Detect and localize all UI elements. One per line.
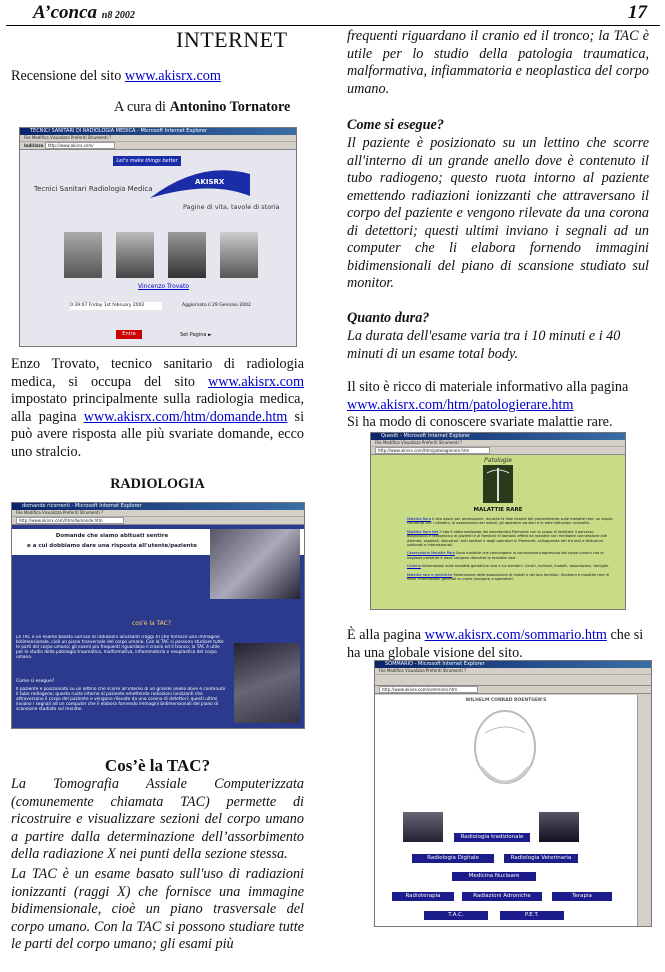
text-span: Si ha modo di conoscere svariate malattie rare. [347, 414, 613, 430]
page-body [12, 525, 304, 728]
address-field[interactable]: http://www.akisrx.com/ [45, 142, 115, 149]
portrait-photo [220, 232, 258, 278]
text-span: Enzo Trovato, tecnico sanitario di radiologia medica, si occupa del sito [11, 356, 304, 390]
page-number: 17 [628, 2, 647, 23]
portrait-photo [116, 232, 154, 278]
button-pet[interactable]: P.E.T. [499, 910, 565, 921]
review-prefix: Recensione del sito [11, 68, 125, 84]
issue-number: n8 2002 [101, 10, 135, 21]
portrait-photo [64, 232, 102, 278]
sommario-paragraph [347, 627, 652, 662]
text-span: si può avere risposta alle più svariate domande, ecco uno stralcio. [11, 408, 305, 460]
ct-scanner-photo [210, 529, 300, 599]
quanto-heading: Quanto dura? [347, 310, 430, 326]
item-text: Informazioni sulle malattie genetiche rare e sui bambini. Centri, indirizzi, modelli, associazioni, famiglie. [421, 564, 610, 569]
list-item [407, 530, 615, 548]
answer-text-2: Il paziente è posizionato su un lettino che scorre all'interno di un grande anello dove è contenuto il tubo radiogeno; questo ruota intorno al paziente emettendo radiazioni ionizzanti che attraversano il corpo del paziente e vengono rilevate da una corona di detettori; questi ultimi inviano i segnali ad un computer che li elabora fornendo immagini bidimensionali del piano di scansione studiato sul monitor. [16, 687, 226, 712]
author-prefix: A cura di [114, 99, 170, 115]
enter-button[interactable]: Entra [116, 330, 142, 339]
text-span: È alla pagina [347, 627, 425, 643]
list-item [407, 573, 615, 582]
window-titlebar: TECNICI SANITARI DI RADIOLOGIA MEDICA - Microsoft Internet Explorer [20, 128, 296, 135]
tac-heading: Cos’è la TAC? [104, 756, 211, 775]
patologierare-link[interactable]: www.akisrx.com/htm/patologierare.htm [347, 396, 574, 413]
screenshot-domande [11, 502, 305, 729]
item-link[interactable]: Osservatorio Malattie Rare [407, 551, 455, 556]
section-title: INTERNET [176, 27, 288, 52]
screenshot-akisrx-home [19, 127, 297, 347]
window-titlebar: SOMMARIO - Microsoft Internet Explorer [375, 661, 651, 668]
come-paragraph: Il paziente è posizionato su un lettino che scorre all'interno di un grande anello dove è contenuto il tubo radiogeno; questo ruota intorno al paziente emettendo radiazioni ionizzanti che attraversano il corpo del paziente e vengono rilevate da una corona di detettori; questi ultimi inviano i segnali ad un computer che li elabora fornendo immagini bidimensionali del piano di scansione studiato sul monitor. [347, 135, 649, 291]
site-name: Tecnici Sanitari Radiologia Medica [34, 185, 153, 193]
counter: 0:39:07 Friday 1st february 2002 [70, 302, 162, 310]
button-radiologia-veterinaria[interactable]: Radiologia Veterinaria [503, 853, 579, 864]
menu-bar: File Modifica Visualizza Preferiti Strumenti ? [371, 440, 625, 447]
button-tac[interactable]: T.A.C. [423, 910, 489, 921]
address-bar [12, 517, 304, 525]
page-body [375, 695, 637, 926]
review-intro [11, 68, 311, 86]
disease-list [407, 517, 615, 585]
item-link[interactable]: Uniamo [407, 564, 421, 569]
radiologia-heading: RADIOLOGIA [110, 476, 205, 492]
question-title-2: Come si esegue? [16, 679, 55, 684]
roentgen-name: WILHELM CONRAD ROENTGEN'S [465, 698, 547, 703]
screenshot-sommario [374, 660, 652, 927]
roentgen-portrait-icon [445, 707, 565, 795]
site-link[interactable]: www.akisrx.com [124, 68, 221, 84]
address-field[interactable]: http://www.akisrx.com/htm/domande.htm [16, 517, 124, 524]
window-titlebar: Quesiti - Microsoft Internet Explorer [371, 433, 625, 440]
page-subtitle: MALATTIE RARE [473, 507, 523, 513]
come-heading: Come si esegue? [347, 117, 444, 133]
sommario-link[interactable]: www.akisrx.com/sommario.htm [424, 627, 607, 643]
akisrx-link[interactable]: www.akisrx.com [207, 373, 304, 390]
item-link[interactable]: Malattia Rara [407, 517, 431, 521]
menu-bar: File Modifica Visualizza Preferiti Strumenti ? [20, 135, 296, 142]
list-item [407, 551, 615, 560]
list-item [407, 564, 615, 568]
equipment-photo [403, 812, 443, 842]
toolbar [375, 675, 651, 686]
button-radiologia-tradizionale[interactable]: Radiologia tradizionale [453, 832, 531, 843]
scrollbar[interactable] [637, 695, 651, 926]
text-span: impostato principalmente sulla radiologia medica, alla pagina [11, 391, 304, 425]
header-rule [6, 25, 660, 26]
item-link[interactable]: Malattie Rare Net [407, 529, 439, 534]
address-label: Indirizzo [24, 143, 44, 148]
item-text: Il sito è stato realizzato dal volontariato Piemonte con lo scopo di facilitare il percorso diagnostico e terapeutico ai pazienti e ai familiari di bambini affetti da malattie non mediante connessione alle Aziende, ospedali, laboratori, enti sanitari e dagli operatori in Piemonte, sviluppando reti tra enti e Istituzioni nazionali e internazionali. [407, 529, 607, 548]
magazine-name: A’conca [33, 2, 98, 23]
author-line [114, 99, 314, 117]
button-radiologia-digitale[interactable]: Radiologia Digitale [411, 853, 495, 864]
domande-link[interactable]: www.akisrx.com/htm/domande.htm [83, 408, 288, 425]
button-medicina-nucleare[interactable]: Medicina Nucleare [451, 871, 537, 882]
sito-ricco-paragraph [347, 379, 649, 432]
question-title: cos'è la TAC? [132, 620, 172, 627]
window-titlebar: domande ricorrenti - Microsoft Internet Explorer [12, 503, 304, 510]
logo-swoosh-icon [150, 166, 250, 206]
text-span: Il sito è ricco di materiale informativo alla pagina [347, 379, 629, 395]
menu-bar: File Modifica Visualizza Preferiti Strumenti ? [375, 668, 651, 675]
banner: Let's make things better [113, 156, 181, 166]
address-field[interactable]: http://www.akisrx.com/htm/patologierare.htm [375, 447, 490, 454]
item-text: Sono malattie che coinvolgono la conoscenza progressiva del corpo umano che le vogliono presente e dove vengono descritte le malattie rare. [407, 551, 604, 560]
text-span: che si ha una globale visione del sito. [347, 627, 644, 661]
address-bar [20, 142, 296, 150]
control-room-photo [234, 643, 300, 723]
screenshot-patologie [370, 432, 626, 610]
author-name: Antonino Tornatore [169, 99, 291, 115]
page-title: Patologie [484, 457, 512, 464]
button-radiazioni-adroniche[interactable]: Radiazioni Adroniche [461, 891, 543, 902]
site-logo: AKISRX [195, 178, 225, 186]
button-terapia[interactable]: Terapia [551, 891, 613, 902]
equipment-photo [539, 812, 579, 842]
answer-text: La TAC è un esame basato sull'uso di radiazioni ionizzanti (raggi X) che fornisce una immagine bidimensionale, cioè un piano trasversale del corpo umano. Con la TAC si possono studiare tutte le parti del corpo umano; gli esami più frequenti riguardano il cranio ed il tronco; la TAC è utile per lo studio della patologia traumatica, malformativa, infiammatoria e neoplastica del corpo umano. [16, 635, 224, 660]
magazine-title [33, 2, 135, 24]
trovato-paragraph [11, 356, 304, 461]
vincenzo-link[interactable]: Vincenzo Trovato [138, 283, 190, 290]
page-subheading: e a cui dobbiamo dare una risposta all'utente/paziente [27, 543, 197, 549]
list-item [407, 517, 615, 526]
updated-date: Aggiornato il 29 Gennaio 2002 [182, 303, 251, 308]
site-tagline: Pagine di vita, tavole di storia [183, 203, 280, 211]
page-body [371, 455, 625, 609]
menu-bar: File Modifica Visualizza Preferiti Strumenti ? [12, 510, 304, 517]
tac-paragraph-1: La Tomografia Assiale Computerizzata (comunemente chiamata TAC) permette di ricostruire e visualizzare sezioni del corpo umano a partire dalla determinazione dell’assorbimento della radiazione X nei punti della sezione stessa. [11, 776, 304, 862]
button-radioterapia[interactable]: Radioterapia [391, 891, 455, 902]
item-text: Federazione delle associazioni di malati e dei loro familiari. Sindromi e malattie rare in Italia. Informazioni generali su come rivolgersi a specialisti. [407, 572, 610, 582]
page-heading: Domande che siamo abituati sentire [55, 533, 169, 539]
address-field[interactable]: http://www.akisrx.com/sommario.htm [379, 686, 478, 693]
tac-paragraph-2: La TAC è un esame basato sull'uso di radiazioni ionizzanti (raggi X) che fornisce una immagine bidimensionale, cioè un piano trasversale del corpo umano. Con la TAC si possono studiare tutte le parti del corpo umano; gli esami più [11, 866, 304, 952]
caduceus-icon [483, 465, 513, 503]
quanto-paragraph: La durata dell'esame varia tra i 10 minuti e i 40 minuti di un esame total body. [347, 328, 621, 362]
address-bar [375, 686, 651, 694]
address-bar [371, 447, 625, 455]
item-text: Il sito nasce per promuovere, durante la fase iniziale del procedimento sulle malattie rare, un ampio confronto con i cittadini, le associazioni dei malati, gli operatori sanitari e le altre istituzioni coinvolte. [407, 517, 613, 526]
item-link[interactable]: Malattie rare e genetiche [407, 572, 453, 577]
set-page-link[interactable]: Set Pagina ► [180, 332, 212, 338]
portrait-photo [168, 232, 206, 278]
page-body [20, 150, 296, 346]
tac-paragraph-2-cont: frequenti riguardano il cranio ed il tronco; la TAC è utile per lo studio della patologia traumatica, malformativa, infiammatoria e neoplastica del corpo umano. [347, 28, 649, 97]
